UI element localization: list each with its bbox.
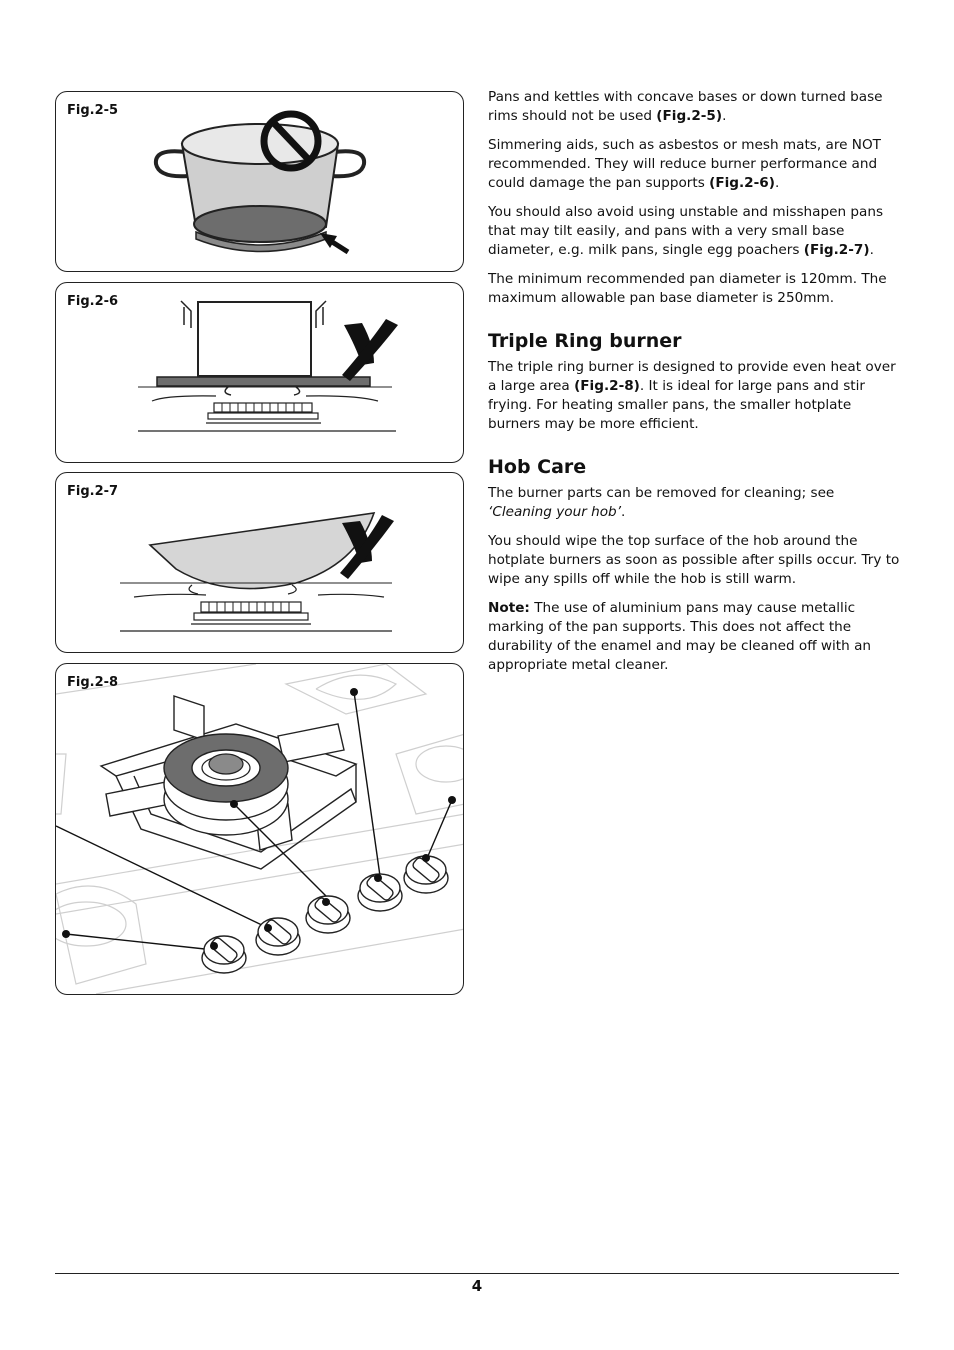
figure-2-6	[55, 282, 464, 463]
paragraph-wipe-spills: You should wipe the top surface of the hob around the hotplate burners as soon as possible after spills occur. Try to wipe any spills off while the hob is still warm.	[488, 533, 900, 587]
figure-reference: (Fig.2-7)	[803, 242, 870, 258]
note-label: Note:	[488, 600, 530, 616]
paragraph-pan-diameter: The minimum recommended pan diameter is 120mm. The maximum allowable pan base diameter is 250mm.	[488, 271, 887, 306]
figure-label: Fig.2-6	[67, 294, 119, 309]
figure-2-5	[55, 91, 464, 272]
heading-hob-care: Hob Care	[488, 456, 587, 478]
instructions-column	[488, 88, 900, 685]
paragraph-simmering-aids	[488, 136, 900, 193]
figure-2-7	[55, 472, 464, 653]
heading-triple-ring-burner: Triple Ring burner	[488, 330, 682, 352]
page-number: 4	[471, 1277, 483, 1295]
figure-label: Fig.2-7	[67, 484, 119, 499]
text: .	[774, 175, 780, 191]
figure-reference: (Fig.2-5)	[656, 108, 723, 124]
simmer-mat-illustration	[56, 283, 464, 463]
figure-2-8	[55, 663, 464, 995]
paragraph-unstable-pans	[488, 203, 900, 260]
paragraph-concave-pans	[488, 88, 900, 126]
paragraph-triple-ring	[488, 358, 900, 434]
text: The triple ring burner is designed to provide even heat over a large area	[488, 359, 896, 394]
concave-pan-illustration	[56, 92, 464, 272]
cross-reference: ‘Cleaning your hob’	[488, 504, 622, 520]
paragraph-cleaning	[488, 484, 900, 522]
text: .	[869, 242, 874, 258]
figure-label: Fig.2-5	[67, 103, 119, 118]
text: . It is ideal for large pans and stir frying. For heating smaller pans, the smaller hotplate burners may be more efficient.	[488, 378, 866, 432]
text: The burner parts can be removed for cleaning; see	[488, 485, 835, 501]
figure-reference: (Fig.2-6)	[709, 175, 775, 191]
footer-divider	[55, 1273, 899, 1274]
paragraph-note	[488, 599, 900, 675]
figure-label: Fig.2-8	[67, 675, 119, 690]
unstable-pan-illustration	[56, 473, 464, 653]
text: Simmering aids, such as asbestos or mesh mats, are NOT recommended. They will reduce burner performance and could damage the pan supports	[488, 137, 881, 191]
note-text: The use of aluminium pans may cause metallic marking of the pan supports. This does not affect the durability of the enamel and may be cleaned off with an appropriate metal cleaner.	[488, 600, 872, 673]
text: You should also avoid using unstable and misshapen pans that may tilt easily, and pans with a very small base diameter, e.g. milk pans, single egg poachers	[488, 204, 884, 258]
figure-reference: (Fig.2-8)	[574, 378, 640, 394]
text: .	[722, 108, 727, 124]
text: .	[621, 504, 626, 520]
hob-triple-ring-illustration	[56, 664, 464, 995]
text: Pans and kettles with concave bases or down turned base rims should not be used	[488, 89, 883, 124]
